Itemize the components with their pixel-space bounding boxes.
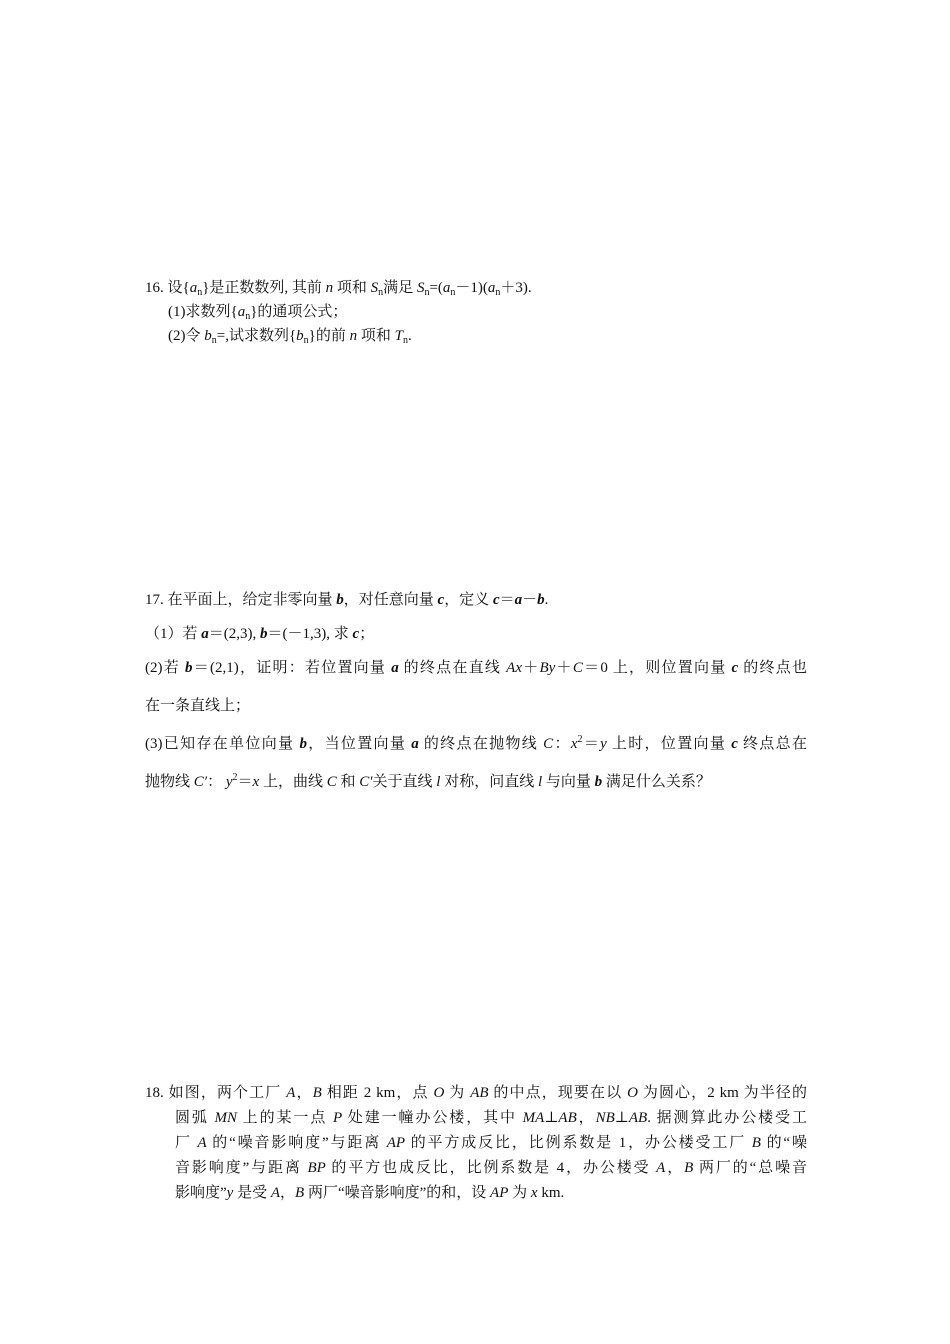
q17-part2-line2: 在一条直线上；	[145, 698, 251, 714]
q16-statement: 16. 设$\{a_n\}$是正数数列, 其前 n 项和 $S_n$满足 $S_n=(a_n-1)(a_n+3)$.	[145, 280, 532, 298]
q16-part1: (1)求数列$\{a_n\}$的通项公式；	[168, 304, 348, 322]
q17-part2-line1: (2)若 b＝(2,1)，证明：若位置向量 a 的终点在直线 Ax＋By＋C＝0 上，则位置向量 c 的终点也	[145, 660, 807, 676]
q17-part3-line2: 抛物线 C′： $y^2=x$ 上，曲线 C 和 C′关于直线 l 对称，问直线 l 与向量 b 满足什么关系？	[145, 772, 711, 790]
q18-line1: 18. 如图，两个工厂 A，B 相距 2 km，点 O 为 AB 的中点，现要在以 O 为圆心，2 km 为半径的	[145, 1085, 807, 1101]
q16-part2: (2)令 $b_n=$,试求数列$\{b_n\}$的前 n 项和 $T_n$.	[168, 328, 412, 346]
q18-line2: 圆弧 MN 上的某一点 P 处建一幢办公楼，其中 MA⊥AB，NB⊥AB. 据测算此办公楼受工	[175, 1110, 807, 1126]
q17-statement: 17. 在平面上，给定非零向量 b，对任意向量 c，定义 c＝a－b.	[145, 592, 549, 608]
q18-line3: 厂 A 的“噪音影响度”与距离 AP 的平方成反比，比例系数是 1，办公楼受工厂 B 的“噪	[175, 1135, 807, 1151]
q18-line4: 音影响度”与距离 BP 的平方也成反比，比例系数是 4，办公楼受 A，B 两厂的“总噪音	[175, 1160, 807, 1176]
q17-part1: （1）若 a＝(2,3), b＝(－1,3), 求 c；	[145, 626, 375, 642]
q18-line5: 影响度”y 是受 A，B 两厂“噪音影响度”的和，设 AP 为 x km.	[175, 1185, 565, 1201]
q17-part3-line1: (3)已知存在单位向量 b，当位置向量 a 的终点在抛物线 C：$x^2=y$ 上时，位置向量 c 终点总在	[145, 734, 807, 752]
